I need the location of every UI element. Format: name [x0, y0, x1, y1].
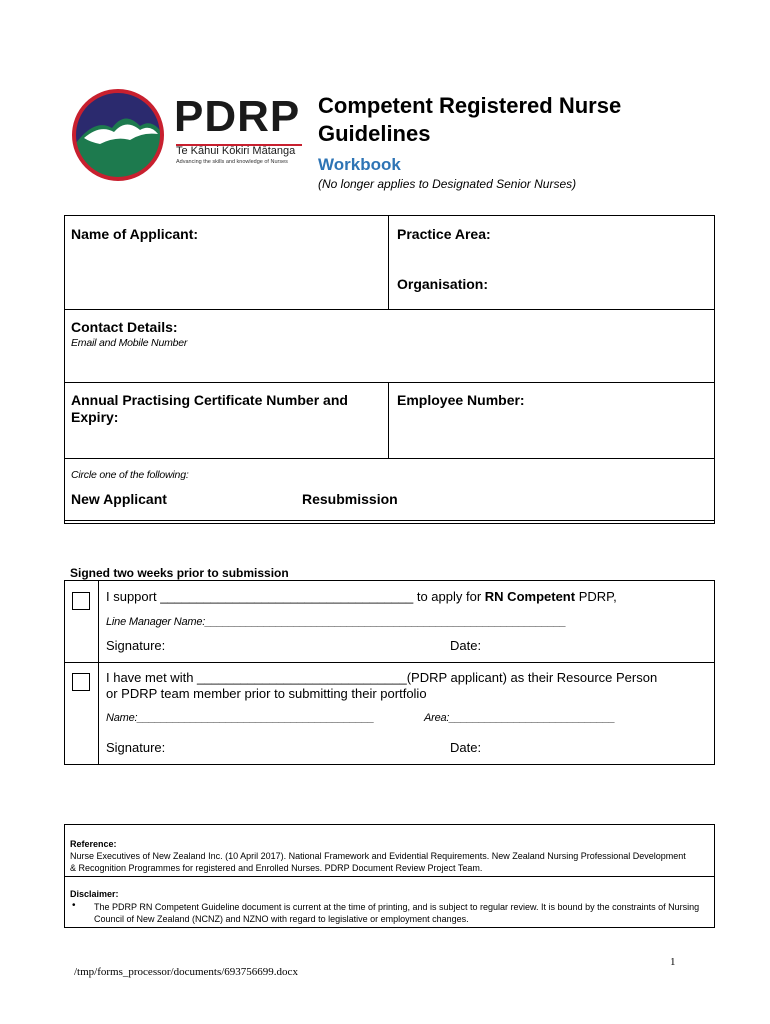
resource-person-checkbox[interactable] — [72, 673, 90, 691]
date-label-1[interactable]: Date: — [450, 638, 482, 653]
employee-number-label[interactable]: Employee Number: — [397, 392, 525, 408]
disclaimer-heading: Disclaimer: — [70, 889, 119, 899]
signature-label-1[interactable]: Signature: — [106, 638, 166, 653]
support-statement-bold: RN Competent — [484, 589, 576, 604]
resource-person-statement-2: or PDRP team member prior to submitting their portfolio — [106, 686, 427, 701]
support-statement-text: I support ___________________________________ to apply for — [106, 589, 485, 604]
table-divider — [64, 309, 715, 310]
reference-text: Nurse Executives of New Zealand Inc. (10 April 2017). National Framework and Evidential Requirements. New Zealand Nursing Professional Development & Recognition Programmes for registered and Enrolled Nurses. PDRP Document Review Project Team. — [70, 851, 686, 873]
date-label-2[interactable]: Date: — [450, 740, 482, 755]
disclaimer-text: The PDRP RN Competent Guideline document is current at the time of printing, and is subject to regular review. It is bound by the constraints of Nursing Council of New Zealand (NCNZ) and NZNO with regard to legislative or employment changes. — [94, 902, 700, 924]
pdrp-logo — [70, 88, 310, 183]
support-statement — [106, 589, 617, 604]
contact-details-hint: Email and Mobile Number — [71, 337, 188, 349]
page-number: 1 — [670, 956, 676, 968]
circle-one-hint: Circle one of the following: — [71, 469, 189, 481]
resource-person-statement: I have met with _____________________________(PDRP applicant) as their Resource Person — [106, 670, 658, 685]
table-divider-vertical — [98, 580, 99, 765]
line-manager-name-field[interactable]: Line Manager Name:_____________________________________________________________ — [106, 616, 567, 628]
option-resubmission[interactable]: Resubmission — [302, 491, 398, 507]
name-of-applicant-label[interactable]: Name of Applicant: — [71, 226, 199, 242]
logo-brand: PDRP — [174, 92, 301, 141]
table-divider-vertical — [388, 215, 389, 309]
signoff-heading: Signed two weeks prior to submission — [70, 566, 289, 580]
organisation-label[interactable]: Organisation: — [397, 276, 489, 292]
table-divider — [64, 382, 715, 383]
practice-area-label[interactable]: Practice Area: — [397, 226, 491, 242]
option-new-applicant[interactable]: New Applicant — [71, 491, 167, 507]
page-title: Competent Registered Nurse Guidelines — [318, 93, 622, 146]
signature-label-2[interactable]: Signature: — [106, 740, 166, 755]
table-divider — [64, 458, 715, 459]
contact-details-label[interactable]: Contact Details: — [71, 319, 178, 335]
logo-tagline: Te Kāhui Kōkiri Mātanga — [176, 145, 296, 157]
table-divider — [64, 520, 715, 521]
table-divider — [64, 662, 715, 663]
table-divider-vertical — [388, 382, 389, 458]
area-field[interactable]: Area:____________________________ — [424, 712, 615, 724]
reference-heading: Reference: — [70, 839, 117, 849]
logo-subtagline: Advancing the skills and knowledge of Nurses — [176, 159, 288, 165]
support-checkbox[interactable] — [72, 592, 90, 610]
name-field[interactable]: Name:________________________________________ — [106, 712, 375, 724]
document-path: /tmp/forms_processor/documents/693756699.docx — [74, 966, 298, 978]
apc-label[interactable]: Annual Practising Certificate Number and Expiry: — [71, 392, 348, 425]
page-note: (No longer applies to Designated Senior Nurses) — [318, 177, 577, 191]
pdrp-logo-emblem-icon — [70, 88, 170, 183]
reference-divider — [64, 876, 715, 877]
page-subtitle: Workbook — [318, 155, 401, 174]
disclaimer-bullet-icon: • — [72, 900, 76, 911]
support-statement-end: PDRP, — [575, 589, 617, 604]
